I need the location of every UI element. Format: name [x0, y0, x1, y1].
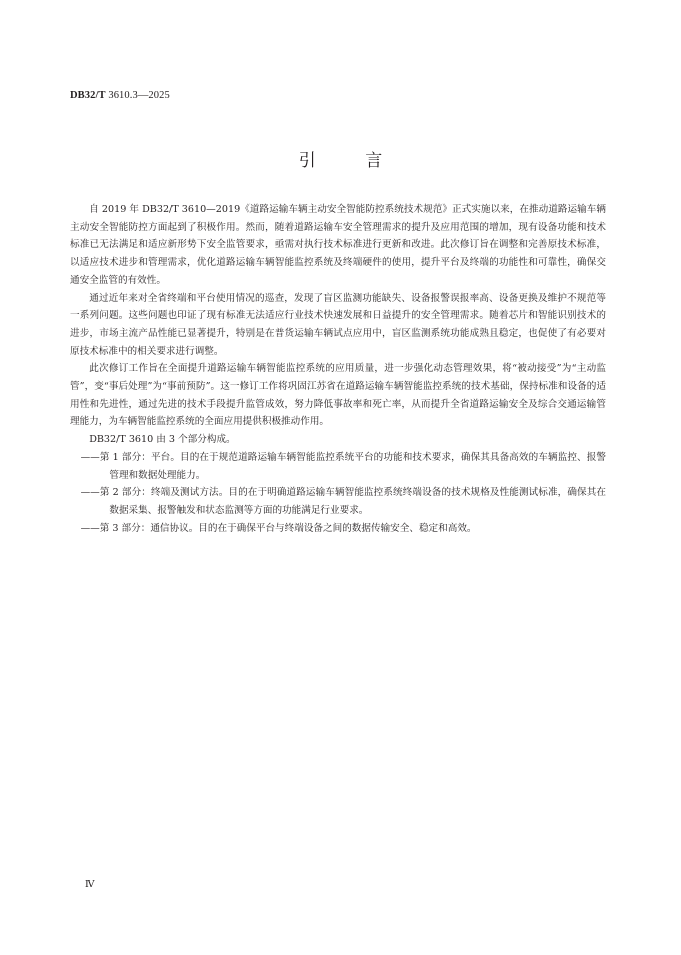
- paragraph-background: 自 2019 年 DB32/T 3610—2019《道路运输车辆主动安全智能防控系统技术规范》正式实施以来，在推动道路运输车辆主动安全智能防控方面起到了积极作用。然而，随着道路运输车安全管理需求的提升及应用范围的增加，现有设备功能和技术标准已无法满足和适应新形势下安全监管要求，亟需对执行技术标准进行更新和改进。此次修订旨在调整和完善原技术标准，以适应技术进步和管理需求，优化道路运输车辆智能监控系统及终端硬件的使用，提升平台及终端的功能性和可靠性，确保交通安全监管的有效性。: [70, 204, 606, 286]
- document-code-prefix: DB32/T: [70, 90, 106, 101]
- parts-intro: DB32/T 3610 由 3 个部分构成。: [89, 434, 236, 446]
- document-body: [70, 201, 606, 537]
- part-2-item: ——第 2 部分：终端及测试方法。目的在于明确道路运输车辆智能监控系统终端设备的技术规格及性能测试标准，确保其在数据采集、报警触发和状态监测等方面的功能满足行业要求。: [80, 487, 606, 516]
- document-code: [70, 90, 170, 101]
- document-code-number: 3610.3—2025: [108, 90, 170, 101]
- part-1-item: ——第 1 部分：平台。目的在于规范道路运输车辆智能监控系统平台的功能和技术要求，确保其具备高效的车辆监控、报警管理和数据处理能力。: [80, 451, 606, 481]
- part-3-item: ——第 3 部分：通信协议。目的在于确保平台与终端设备之间的数据传输安全、稳定和高效。: [80, 522, 477, 534]
- page-title: 引 言: [298, 151, 405, 171]
- page-number: Ⅳ: [85, 880, 95, 890]
- parts-list: [70, 449, 606, 538]
- paragraph-problems: 通过近年来对全省终端和平台使用情况的巡查，发现了盲区监测功能缺失、设备报警误报率高、设备更换及维护不规范等一系列问题。这些问题也印证了现有标准无法适应行业技术快速发展和日益提升的安全管理需求。随着芯片和智能识别技术的进步，市场主流产品性能已显著提升，特别是在普货运输车辆试点应用中，盲区监测系统功能成熟且稳定，也促使了有必要对原技术标准中的相关要求进行调整。: [70, 292, 606, 357]
- paragraph-purpose: 此次修订工作旨在全面提升道路运输车辆智能监控系统的应用质量，进一步强化动态管理效果，将“被动接受”为“主动监管”，变“事后处理”为“事前预防”。这一修订工作将巩固江苏省在道路运输车辆智能监控系统的技术基础，保持标准和设备的适用性和先进性，通过先进的技术手段提升监管成效，努力降低事故率和死亡率，从而提升全省道路运输安全及综合交通运输管理能力，为车辆智能监控系统的全面应用提供积极推动作用。: [70, 363, 606, 428]
